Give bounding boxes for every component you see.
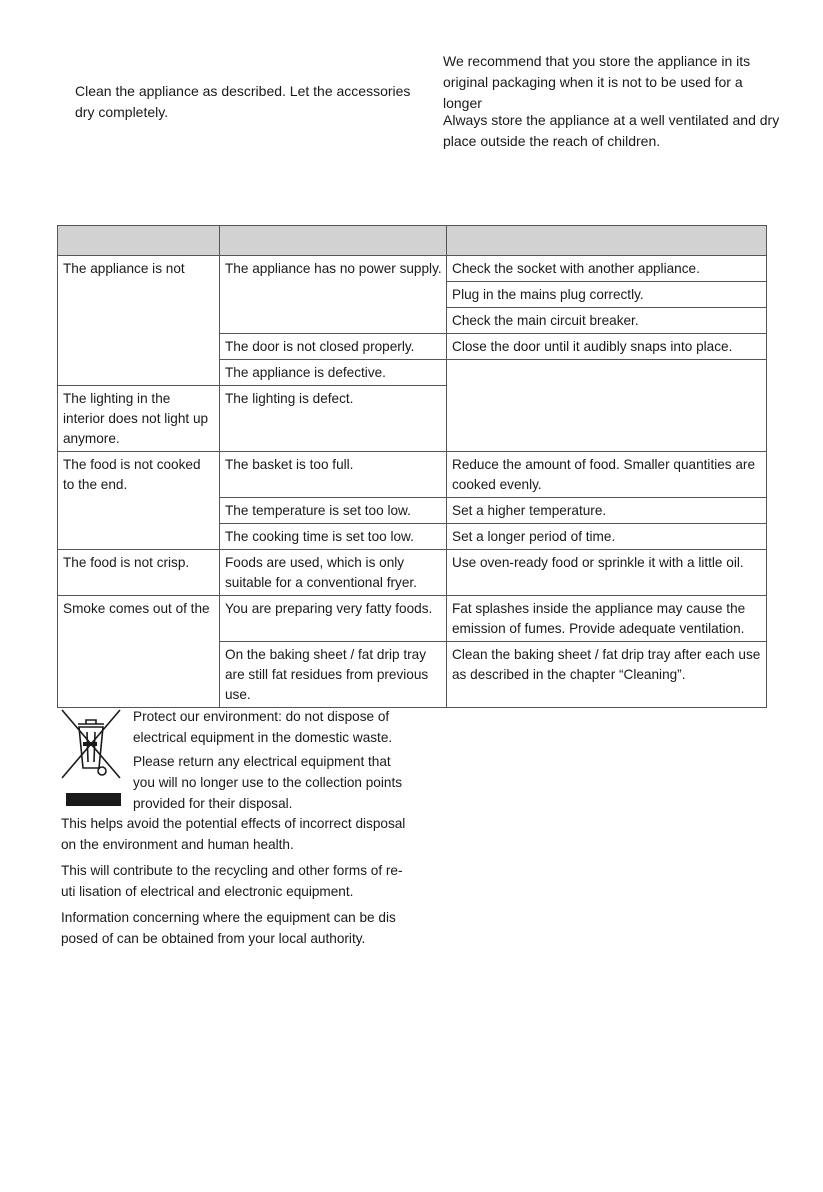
- solution-cell: Check the main circuit breaker.: [447, 308, 767, 334]
- header-problem: [58, 226, 220, 256]
- problem-cell: The lighting in the interior does not light up anymore.: [58, 386, 220, 452]
- solution-cell: Set a higher temperature.: [447, 498, 767, 524]
- problem-cell: The appliance is not: [58, 256, 220, 386]
- environment-details: [61, 813, 406, 954]
- header-solution: [447, 226, 767, 256]
- problem-cell: The food is not cooked to the end.: [58, 452, 220, 550]
- cause-cell: You are preparing very fatty foods.: [220, 596, 447, 642]
- storage-recommendation: We recommend that you store the appliance in its original packaging when it is not to be used for a longer: [443, 53, 751, 111]
- storage-location-note: Always store the appliance at a well ventilated and dry place outside the reach of children.: [443, 112, 780, 149]
- problem-cell: The food is not crisp.: [58, 550, 220, 596]
- cause-cell: Foods are used, which is only suitable for a conventional fryer.: [220, 550, 447, 596]
- cleaning-instruction: Clean the appliance as described. Let the accessories dry completely.: [75, 83, 411, 120]
- solution-cell: Reduce the amount of food. Smaller quantities are cooked evenly.: [447, 452, 767, 498]
- solution-cell: Check the socket with another appliance.: [447, 256, 767, 282]
- troubleshooting-table: [57, 225, 767, 708]
- table-row: [58, 256, 767, 282]
- cause-cell: The basket is too full.: [220, 452, 447, 498]
- solution-cell: Clean the baking sheet / fat drip tray after each use as described in the chapter “Cleaning”.: [447, 642, 767, 708]
- solution-cell: Set a longer period of time.: [447, 524, 767, 550]
- solution-cell: Use oven-ready food or sprinkle it with a little oil.: [447, 550, 767, 596]
- environment-paragraph: This will contribute to the recycling and other forms of re-uti lisation of electrical and electronic equipment.: [61, 863, 403, 899]
- environment-notice: [133, 706, 403, 817]
- solution-cell: Plug in the mains plug correctly.: [447, 282, 767, 308]
- weee-underline-bar: [66, 793, 121, 806]
- cause-cell: The appliance is defective.: [220, 360, 447, 386]
- environment-paragraph: This helps avoid the potential effects of incorrect disposal on the environment and human health.: [61, 816, 406, 852]
- header-cause: [220, 226, 447, 256]
- environment-paragraph: Protect our environment: do not dispose of electrical equipment in the domestic waste.: [133, 709, 393, 745]
- solution-cell: Close the door until it audibly snaps into place.: [447, 334, 767, 360]
- problem-cell: Smoke comes out of the: [58, 596, 220, 708]
- cause-cell: The door is not closed properly.: [220, 334, 447, 360]
- solution-cell-empty: [447, 360, 767, 452]
- table-row: [58, 596, 767, 642]
- cause-cell: The temperature is set too low.: [220, 498, 447, 524]
- crossed-out-wheelie-bin-icon: [58, 708, 124, 780]
- table-row: [58, 452, 767, 498]
- environment-paragraph: Please return any electrical equipment that you will no longer use to the collection points provided for their disposal.: [133, 754, 403, 811]
- table-header-row: [58, 226, 767, 256]
- environment-paragraph: Information concerning where the equipment can be dis posed of can be obtained from your local authority.: [61, 910, 396, 946]
- cause-cell: The cooking time is set too low.: [220, 524, 447, 550]
- solution-cell: Fat splashes inside the appliance may cause the emission of fumes. Provide adequate ventilation.: [447, 596, 767, 642]
- cause-cell: On the baking sheet / fat drip tray are still fat residues from previous use.: [220, 642, 447, 708]
- cause-cell: The appliance has no power supply.: [220, 256, 447, 334]
- table-row: [58, 550, 767, 596]
- cause-cell: The lighting is defect.: [220, 386, 447, 452]
